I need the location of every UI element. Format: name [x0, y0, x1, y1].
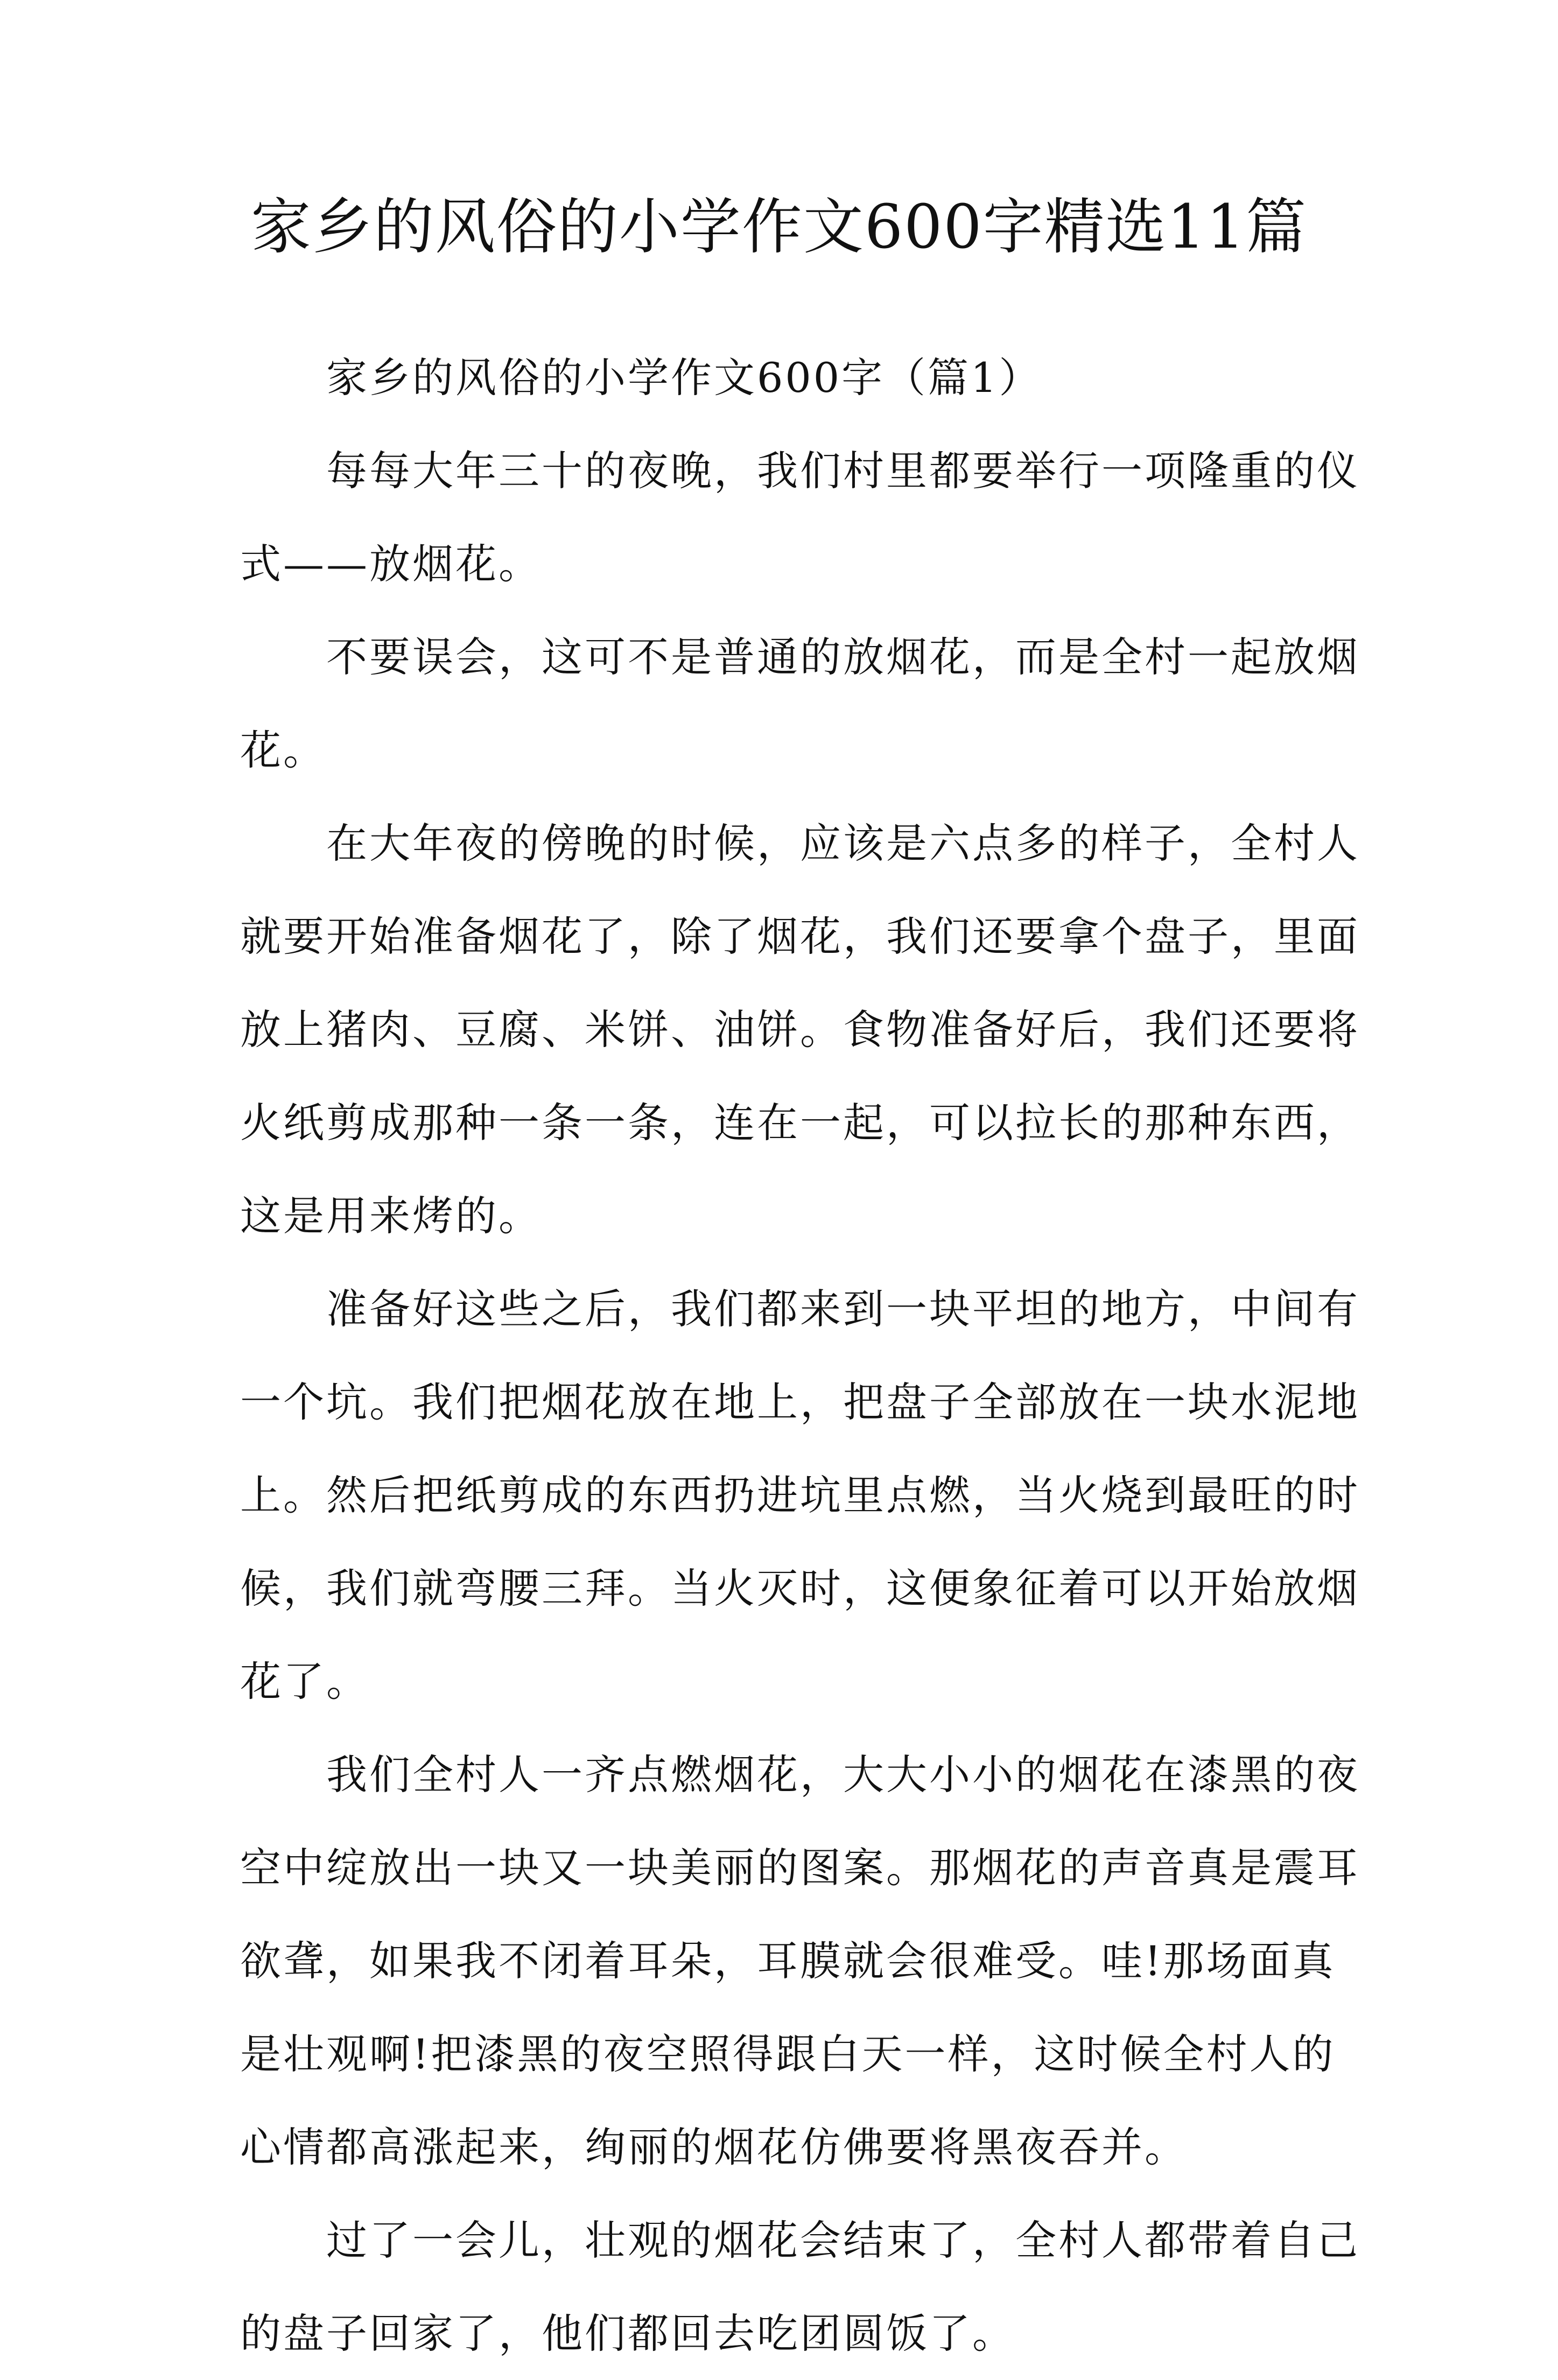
- paragraph-5-line-2: 空中绽放出一块又一块美丽的图案。那烟花的声音真是震耳: [240, 1844, 1360, 1892]
- paragraph-5-line-1: 我们全村人一齐点燃烟花，大大小小的烟花在漆黑的夜: [326, 1751, 1360, 1799]
- paragraph-4-line-1: 准备好这些之后，我们都来到一块平坦的地方，中间有: [326, 1285, 1360, 1333]
- paragraph-6-line-2: 的盘子回家了，他们都回去吃团圆饭了。: [240, 2309, 1015, 2357]
- paragraph-3-line-3: 放上猪肉、豆腐、米饼、油饼。食物准备好后，我们还要将: [240, 1006, 1360, 1054]
- document-title: 家乡的风俗的小学作文600字精选11篇: [250, 192, 1308, 262]
- paragraph-2-line-2: 花。: [240, 726, 326, 774]
- paragraph-4-line-3: 上。然后把纸剪成的东西扔进坑里点燃，当火烧到最旺的时: [240, 1471, 1360, 1519]
- paragraph-5-line-4: 是壮观啊!把漆黑的夜空照得跟白天一样，这时候全村人的: [240, 2030, 1336, 2078]
- paragraph-3-line-2: 就要开始准备烟花了，除了烟花，我们还要拿个盘子，里面: [240, 912, 1360, 960]
- paragraph-5-line-5: 心情都高涨起来，绚丽的烟花仿佛要将黑夜吞并。: [240, 2123, 1188, 2171]
- section-heading: 家乡的风俗的小学作文600字（篇1）: [326, 354, 1042, 402]
- document-body: [240, 331, 1360, 2380]
- paragraph-4-line-5: 花了。: [240, 1658, 369, 1705]
- paragraph-3-line-1: 在大年夜的傍晚的时候，应该是六点多的样子，全村人: [326, 819, 1360, 867]
- paragraph-1-line-1: 每每大年三十的夜晚，我们村里都要举行一项隆重的仪: [326, 447, 1360, 495]
- paragraph-3-line-5: 这是用来烤的。: [240, 1192, 542, 1240]
- paragraph-4-line-4: 候，我们就弯腰三拜。当火灭时，这便象征着可以开始放烟: [240, 1564, 1360, 1612]
- paragraph-5-line-3: 欲聋，如果我不闭着耳朵，耳膜就会很难受。哇!那场面真: [240, 1937, 1336, 1985]
- paragraph-6-line-1: 过了一会儿，壮观的烟花会结束了，全村人都带着自己: [326, 2216, 1360, 2264]
- paragraph-2-line-1: 不要误会，这可不是普通的放烟花，而是全村一起放烟: [326, 633, 1360, 681]
- paragraph-1-line-2: 式——放烟花。: [240, 540, 542, 588]
- paragraph-4-line-2: 一个坑。我们把烟花放在地上，把盘子全部放在一块水泥地: [240, 1378, 1360, 1426]
- paragraph-3-line-4: 火纸剪成那种一条一条，连在一起，可以拉长的那种东西，: [240, 1099, 1360, 1147]
